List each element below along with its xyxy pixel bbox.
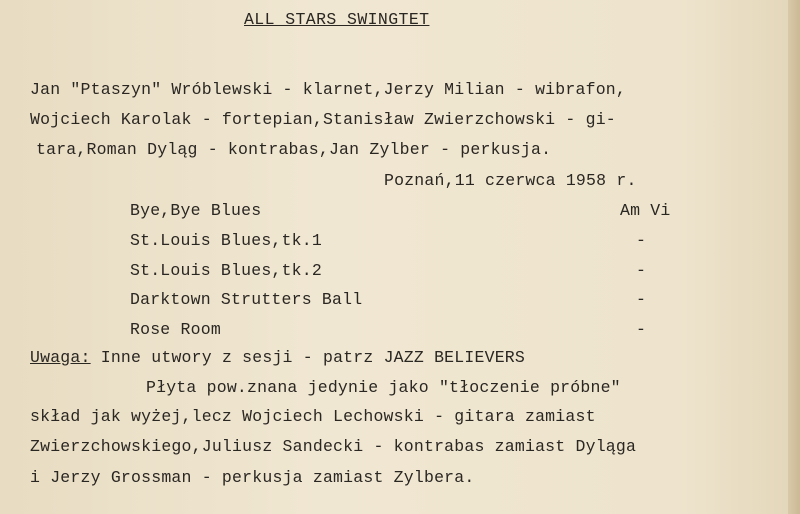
track-title: Bye,Bye Blues xyxy=(130,201,262,220)
track-mark: - xyxy=(636,231,647,250)
lineup-line-3: tara,Roman Dyląg - kontrabas,Jan Zylber - perkusja. xyxy=(36,140,552,159)
session-date: Poznań,11 czerwca 1958 r. xyxy=(384,171,637,190)
track-title: St.Louis Blues,tk.2 xyxy=(130,261,322,280)
note-first-text: Inne utwory z sesji - patrz JAZZ BELIEVERS xyxy=(90,348,525,367)
note-first-line xyxy=(30,348,525,367)
page-edge-shadow xyxy=(788,0,800,514)
note-line-4: Zwierzchowskiego,Juliusz Sandecki - kontrabas zamiast Dyląga xyxy=(30,437,637,456)
lineup-line-2: Wojciech Karolak - fortepian,Stanisław Zwierzchowski - gi- xyxy=(30,110,616,129)
track-mark: - xyxy=(636,261,647,280)
document-title: ALL STARS SWINGTET xyxy=(244,10,430,29)
lineup-line-1: Jan "Ptaszyn" Wróblewski - klarnet,Jerzy Milian - wibrafon, xyxy=(30,80,626,99)
track-mark: - xyxy=(636,290,647,309)
track-title: St.Louis Blues,tk.1 xyxy=(130,231,322,250)
note-line-3: skład jak wyżej,lecz Wojciech Lechowski - gitara zamiast xyxy=(30,407,596,426)
track-mark: - xyxy=(636,320,647,339)
track-mark: Am Vi xyxy=(620,201,671,220)
note-label: Uwaga: xyxy=(30,348,91,367)
note-line-2: Płyta pow.znana jedynie jako "tłoczenie próbne" xyxy=(146,378,621,397)
note-line-5: i Jerzy Grossman - perkusja zamiast Zylbera. xyxy=(30,468,475,487)
track-title: Darktown Strutters Ball xyxy=(130,290,363,309)
track-title: Rose Room xyxy=(130,320,221,339)
